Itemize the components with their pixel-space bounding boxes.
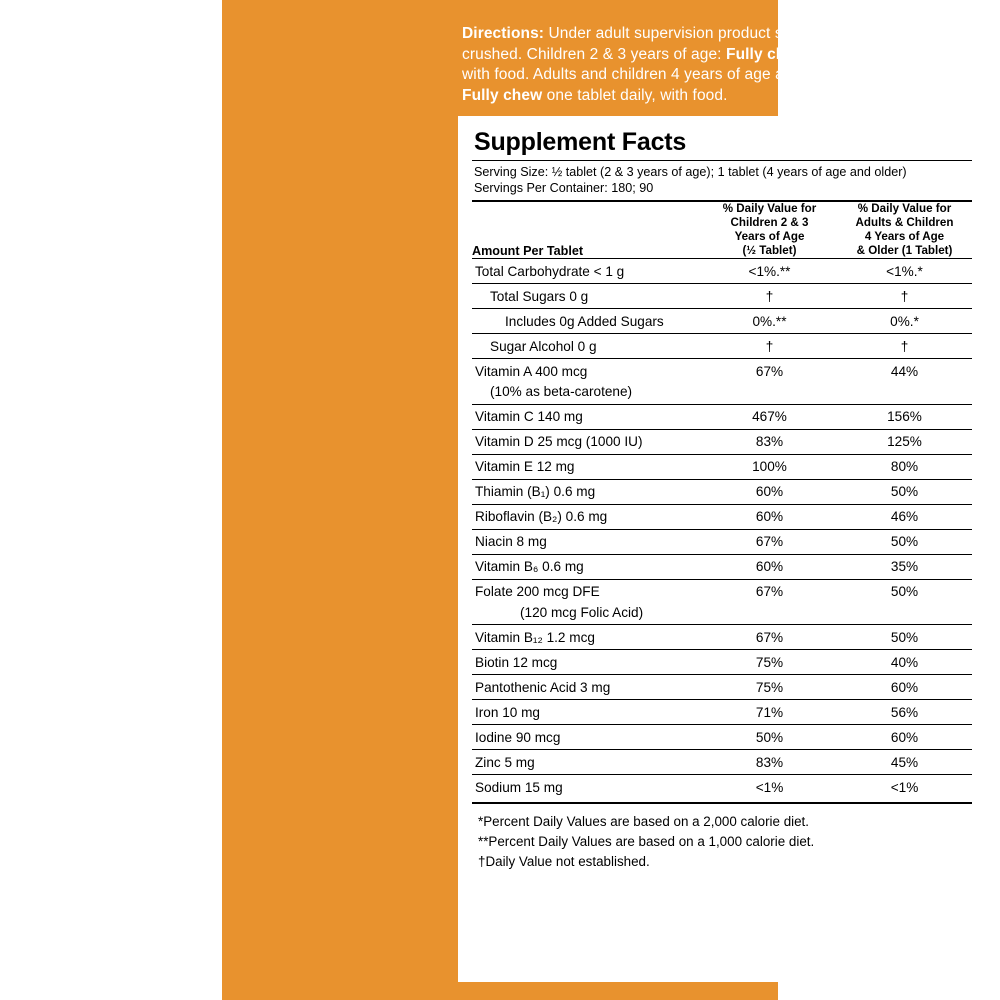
nutrient-dv-children: 50% — [702, 725, 837, 750]
nutrient-dv-children: 60% — [702, 554, 837, 579]
nutrient-name: Thiamin (B₁) 0.6 mg — [472, 479, 702, 504]
nutrient-dv-children: 67% — [702, 625, 837, 650]
nutrient-dv-children: 100% — [702, 454, 837, 479]
header-dv-adults-line3: 4 Years of Age — [864, 230, 945, 243]
nutrient-name: Biotin 12 mcg — [472, 650, 702, 675]
footnote-3: †Daily Value not established. — [478, 854, 650, 869]
header-dv-children-line2: Children 2 & 3 — [730, 216, 809, 229]
directions-text-2: one-half tablet daily, with food. Adults and children 4 years of age and older: — [462, 45, 951, 83]
nutrient-name: Total Sugars 0 g — [472, 284, 702, 309]
nutrient-dv-children: 75% — [702, 650, 837, 675]
nutrient-dv-children: <1% — [702, 775, 837, 800]
orange-label-panel — [222, 0, 954, 1000]
nutrient-dv-adults: 35% — [837, 554, 972, 579]
nutrient-dv-adults: <1% — [837, 775, 972, 800]
nutrient-dv-adults: 156% — [837, 404, 972, 429]
table-row — [472, 259, 972, 284]
table-row-subline — [472, 604, 972, 625]
supplement-facts-title: Supplement Facts — [474, 128, 687, 156]
footnotes-block — [472, 812, 972, 872]
nutrient-dv-adults: 44% — [837, 359, 972, 384]
nutrient-dv-children: 67% — [702, 359, 837, 384]
nutrient-name: Sugar Alcohol 0 g — [472, 334, 702, 359]
nutrient-dv-adults: 50% — [837, 479, 972, 504]
header-dv-children — [702, 202, 837, 259]
nutrient-dv-adults: 60% — [837, 675, 972, 700]
nutrient-dv-adults: † — [837, 334, 972, 359]
nutrient-dv-children: 67% — [702, 529, 837, 554]
directions-bold-2: Fully chew — [462, 86, 543, 104]
table-row — [472, 284, 972, 309]
header-dv-adults — [837, 202, 972, 259]
nutrient-dv-children: † — [702, 334, 837, 359]
table-row — [472, 625, 972, 650]
nutrient-dv-adults: 46% — [837, 504, 972, 529]
nutrient-dv-children: 60% — [702, 479, 837, 504]
table-row — [472, 700, 972, 725]
nutrient-dv-adults: 80% — [837, 454, 972, 479]
nutrient-name: Zinc 5 mg — [472, 750, 702, 775]
nutrient-dv-children: 67% — [702, 579, 837, 604]
footnote-1: *Percent Daily Values are based on a 2,000 calorie diet. — [478, 814, 809, 829]
directions-block — [462, 24, 982, 106]
nutrient-name: Riboflavin (B₂) 0.6 mg — [472, 504, 702, 529]
table-row — [472, 504, 972, 529]
nutrient-name: Includes 0g Added Sugars — [472, 309, 702, 334]
nutrient-name: Vitamin E 12 mg — [472, 454, 702, 479]
nutrient-name: Total Carbohydrate < 1 g — [472, 259, 702, 284]
header-dv-children-line1: % Daily Value for — [722, 202, 817, 215]
table-row — [472, 650, 972, 675]
table-row — [472, 725, 972, 750]
nutrient-dv-adults: † — [837, 284, 972, 309]
nutrient-dv-children-empty — [702, 383, 837, 404]
nutrient-dv-children: 83% — [702, 750, 837, 775]
nutrient-dv-children: 71% — [702, 700, 837, 725]
table-row — [472, 775, 972, 800]
nutrient-name: Vitamin B₁₂ 1.2 mcg — [472, 625, 702, 650]
nutrient-dv-adults: 0%.* — [837, 309, 972, 334]
serving-size: Serving Size: ½ tablet (2 & 3 years of age); 1 tablet (4 years of age and older) — [474, 165, 907, 179]
directions-text-1: Under adult supervision product should be fully chewed or crushed. Children 2 & 3 years of age: — [462, 25, 953, 63]
nutrient-dv-children: † — [702, 284, 837, 309]
nutrient-dv-adults-empty — [837, 383, 972, 404]
table-row — [472, 454, 972, 479]
directions-text-3: one tablet daily, with food. — [542, 86, 728, 104]
nutrient-subline: (10% as beta-carotene) — [490, 384, 633, 399]
nutrient-dv-adults: 45% — [837, 750, 972, 775]
nutrient-name: Pantothenic Acid 3 mg — [472, 675, 702, 700]
nutrient-name: Vitamin D 25 mcg (1000 IU) — [472, 429, 702, 454]
nutrient-name: Niacin 8 mg — [472, 529, 702, 554]
nutrient-dv-adults: 50% — [837, 529, 972, 554]
supplement-facts-card — [458, 116, 986, 982]
nutrient-dv-children: 75% — [702, 675, 837, 700]
servings-per-container: Servings Per Container: 180; 90 — [474, 181, 654, 195]
header-dv-adults-line4: & Older (1 Tablet) — [856, 244, 953, 257]
nutrient-name: Sodium 15 mg — [472, 775, 702, 800]
directions-label: Directions: — [462, 25, 545, 42]
table-row-subline — [472, 383, 972, 404]
table-row — [472, 429, 972, 454]
header-dv-adults-line1: % Daily Value for — [857, 202, 952, 215]
nutrient-dv-children: 467% — [702, 404, 837, 429]
footnote-2: **Percent Daily Values are based on a 1,000 calorie diet. — [478, 834, 815, 849]
header-dv-children-line3: Years of Age — [734, 230, 805, 243]
nutrient-name: Vitamin A 400 mcg — [472, 359, 702, 384]
table-row — [472, 750, 972, 775]
nutrient-dv-adults: 60% — [837, 725, 972, 750]
nutrient-dv-children: <1%.** — [702, 259, 837, 284]
table-row — [472, 579, 972, 604]
table-row — [472, 554, 972, 579]
table-header-row — [472, 202, 972, 259]
divider-above-footnotes — [472, 802, 972, 804]
table-row — [472, 675, 972, 700]
nutrient-name: Iron 10 mg — [472, 700, 702, 725]
supplement-facts-table — [472, 202, 972, 799]
table-row — [472, 334, 972, 359]
directions-bold-1: Fully chew — [726, 45, 807, 63]
nutrient-name: Iodine 90 mcg — [472, 725, 702, 750]
nutrient-dv-adults: 50% — [837, 625, 972, 650]
nutrient-dv-adults: 50% — [837, 579, 972, 604]
table-row — [472, 529, 972, 554]
nutrient-name: Vitamin B₆ 0.6 mg — [472, 554, 702, 579]
nutrient-dv-adults-empty — [837, 604, 972, 625]
nutrient-dv-children: 0%.** — [702, 309, 837, 334]
divider-under-title — [472, 160, 972, 161]
nutrient-name: Vitamin C 140 mg — [472, 404, 702, 429]
nutrient-dv-children: 83% — [702, 429, 837, 454]
table-row — [472, 404, 972, 429]
nutrient-dv-children: 60% — [702, 504, 837, 529]
table-row — [472, 479, 972, 504]
nutrient-dv-adults: 56% — [837, 700, 972, 725]
header-amount-per-tablet: Amount Per Tablet — [472, 244, 584, 258]
nutrient-dv-adults: <1%.* — [837, 259, 972, 284]
nutrient-dv-adults: 125% — [837, 429, 972, 454]
header-dv-children-line4: (½ Tablet) — [742, 244, 797, 257]
nutrient-name: Folate 200 mcg DFE — [472, 579, 702, 604]
nutrient-subline: (120 mcg Folic Acid) — [520, 604, 644, 620]
table-row — [472, 359, 972, 384]
table-row — [472, 309, 972, 334]
header-dv-adults-line2: Adults & Children — [855, 216, 954, 229]
nutrient-dv-adults: 40% — [837, 650, 972, 675]
nutrient-dv-children-empty — [702, 604, 837, 625]
